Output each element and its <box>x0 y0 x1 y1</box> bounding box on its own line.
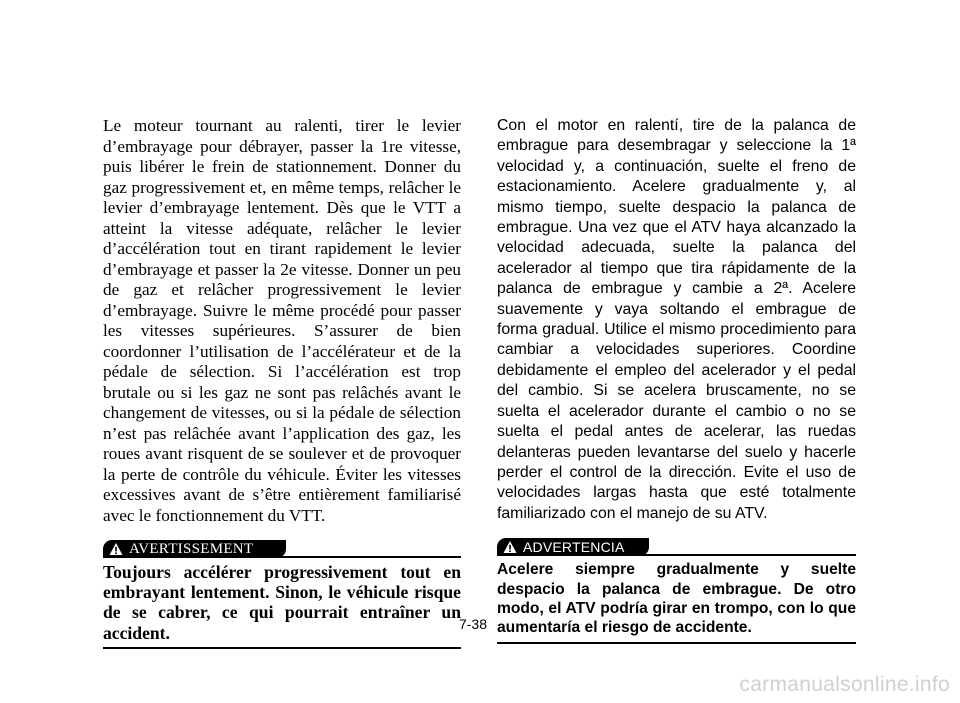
spanish-warning-text: Acelere siempre gradualmente y suelte despacio la palanca de embrague. De otro modo, el ATV podría girar en trompo, con lo que aumentaría el riesgo de accidente. <box>497 560 856 644</box>
spanish-warning-header <box>497 536 856 556</box>
french-warning-badge <box>103 540 286 558</box>
spanish-warning-label: ADVERTENCIA <box>523 538 625 555</box>
spanish-warning-badge <box>497 538 649 556</box>
warning-triangle-icon <box>503 540 517 554</box>
french-column <box>103 116 461 649</box>
french-warning-header <box>103 538 461 558</box>
warning-triangle-icon <box>109 542 123 556</box>
page-number: 7-38 <box>458 616 488 632</box>
french-warning-label: AVERTISSEMENT <box>129 540 254 557</box>
french-warning-text: Toujours accélérer progressivement tout en embrayant lentement. Sinon, le véhicule risque de se cabrer, ce qui pourrait entraîner un accident. <box>103 562 461 649</box>
watermark: carmanualsonline.info <box>739 673 950 696</box>
spanish-body-text: Con el motor en ralentí, tire de la palanca de embrague para desembragar y seleccione la 1ª velocidad y, a continuación, suelte el freno de estacionamiento. Acelere gradualmente y, al mismo tiempo, suelte despacio la palanca de embrague. Una vez que el ATV haya alcanzado la velocidad adecuada, suelte la palanca del acelerador al tiempo que tira rápidamente de la palanca de embrague y cambie a 2ª. Acelere suavemente y vaya soltando el embrague de forma gradual. Utilice el mismo procedimiento para cambiar a velocidades superiores. Coordine debidamente el empleo del acelerador y el pedal del cambio. Si se acelera bruscamente, no se suelta el acelerador durante el cambio o no se suelta el pedal antes de acelerar, las ruedas delanteras pueden levantarse del suelo y hacerle perder el control de la dirección. Evite el uso de velocidades largas hasta que esté totalmente familiarizado con el manejo de su ATV. <box>497 117 856 522</box>
spanish-column <box>497 116 856 644</box>
french-body-text: Le moteur tournant au ralenti, tirer le levier d’embrayage pour débrayer, passer la 1re vitesse, puis libérer le frein de stationnement. Donner du gaz progressivement et, en même temps, relâcher le levier d’embrayage lentement. Dès que le VTT a atteint la vitesse adéquate, relâcher le levier d’accélération tout en tirant rapidement le levier d’embrayage et passer la 2e vitesse. Donner un peu de gaz et relâcher progressivement le levier d’embrayage. Suivre le même procédé pour passer les vitesses supérieures. S’assurer de bien coordonner l’utilisation de l’accélérateur et de la pédale de sélection. Si l’accélération est trop brutale ou si les gaz ne sont pas relâchés avant le changement de vitesses, ou si la pédale de sélection n’est pas relâchée avant l’application des gaz, les roues avant risquent de se soulever et de provoquer la perte de contrôle du véhicule. Éviter les vitesses excessives avant de s’être entièrement familiarisé avec le fonctionnement du VTT. <box>103 116 461 525</box>
